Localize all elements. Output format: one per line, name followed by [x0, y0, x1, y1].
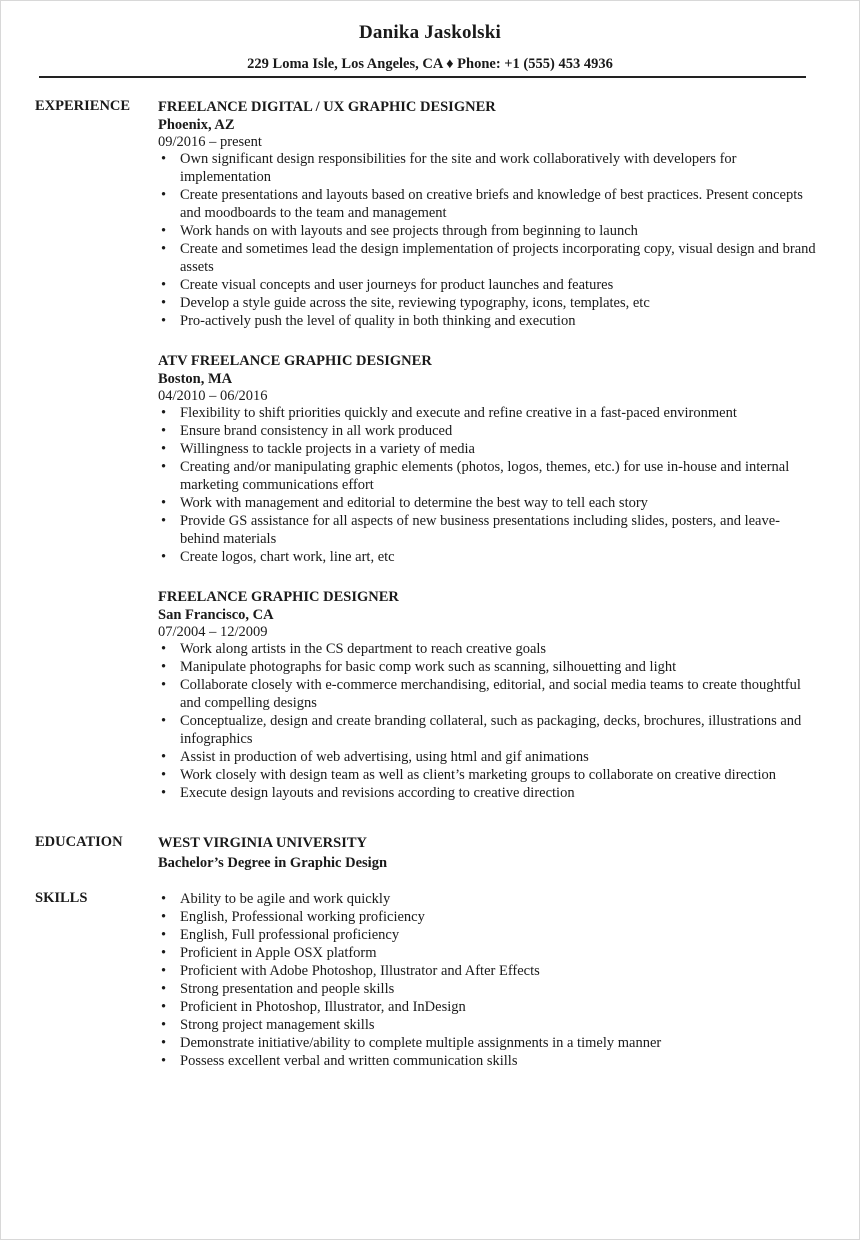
bullet-text: Create presentations and layouts based on creative briefs and knowledge of best practices. Present concepts and moodboards to the team and management	[180, 187, 803, 221]
list-item	[158, 658, 818, 676]
bullet-icon: •	[161, 1035, 167, 1051]
job-dates: 09/2016 – present	[158, 134, 262, 150]
list-item	[158, 186, 818, 222]
bullet-icon: •	[161, 151, 167, 167]
bullet-text: Develop a style guide across the site, reviewing typography, icons, templates, etc	[180, 295, 650, 311]
section-label-education: EDUCATION	[35, 834, 123, 850]
bullet-icon: •	[161, 549, 167, 565]
bullet-icon: •	[161, 495, 167, 511]
bullet-icon: •	[161, 313, 167, 329]
experience-list	[158, 98, 818, 824]
school-name: WEST VIRGINIA UNIVERSITY	[158, 835, 367, 851]
bullet-text: Willingness to tackle projects in a variety of media	[180, 441, 475, 457]
list-item	[158, 440, 818, 458]
skills-bullets	[158, 890, 818, 1070]
skill-text: Strong presentation and people skills	[180, 981, 395, 997]
bullet-icon: •	[161, 405, 167, 421]
bullet-icon: •	[161, 241, 167, 257]
list-item	[158, 404, 818, 422]
list-item	[158, 1034, 818, 1052]
list-item	[158, 784, 818, 802]
bullet-icon: •	[161, 945, 167, 961]
list-item	[158, 458, 818, 494]
bullet-icon: •	[161, 891, 167, 907]
header-divider	[39, 76, 806, 78]
job-dates: 07/2004 – 12/2009	[158, 624, 268, 640]
skill-text: Proficient in Apple OSX platform	[180, 945, 377, 961]
job-duties	[158, 640, 818, 802]
list-item	[158, 926, 818, 944]
job-title: ATV FREELANCE GRAPHIC DESIGNER	[158, 353, 432, 369]
list-item	[158, 548, 818, 566]
bullet-text: Creating and/or manipulating graphic elements (photos, logos, themes, etc.) for use in-house and internal marketing communications effort	[180, 459, 790, 493]
bullet-icon: •	[161, 641, 167, 657]
bullet-text: Ensure brand consistency in all work produced	[180, 423, 453, 439]
bullet-icon: •	[161, 277, 167, 293]
bullet-icon: •	[161, 749, 167, 765]
education-entry	[158, 834, 818, 874]
bullet-icon: •	[161, 1053, 167, 1069]
bullet-text: Collaborate closely with e-commerce merchandising, editorial, and social media teams to create thoughtful and compelling designs	[180, 677, 801, 711]
job-duties	[158, 150, 818, 330]
bullet-text: Assist in production of web advertising, using html and gif animations	[180, 749, 589, 765]
list-item	[158, 294, 818, 312]
bullet-icon: •	[161, 981, 167, 997]
skill-text: English, Full professional proficiency	[180, 927, 400, 943]
job-dates: 04/2010 – 06/2016	[158, 388, 268, 404]
section-label-skills: SKILLS	[35, 890, 88, 906]
bullet-text: Work with management and editorial to determine the best way to tell each story	[180, 495, 648, 511]
list-item	[158, 712, 818, 748]
skill-text: Ability to be agile and work quickly	[180, 891, 391, 907]
job-entry	[158, 588, 818, 802]
bullet-text: Work along artists in the CS department to reach creative goals	[180, 641, 547, 657]
bullet-text: Pro-actively push the level of quality in both thinking and execution	[180, 313, 576, 329]
section-label-experience: EXPERIENCE	[35, 98, 131, 114]
bullet-icon: •	[161, 909, 167, 925]
bullet-icon: •	[161, 295, 167, 311]
bullet-text: Flexibility to shift priorities quickly and execute and refine creative in a fast-paced environment	[180, 405, 737, 421]
contact-line: 229 Loma Isle, Los Angeles, CA ♦ Phone: +1 (555) 453 4936	[247, 56, 613, 72]
bullet-text: Own significant design responsibilities for the site and work collaboratively with developers for implementation	[180, 151, 737, 185]
skill-text: Proficient with Adobe Photoshop, Illustrator and After Effects	[180, 963, 540, 979]
skill-text: Possess excellent verbal and written communication skills	[180, 1053, 518, 1069]
list-item	[158, 240, 818, 276]
bullet-icon: •	[161, 713, 167, 729]
list-item	[158, 890, 818, 908]
list-item	[158, 276, 818, 294]
bullet-icon: •	[161, 963, 167, 979]
candidate-name: Danika Jaskolski	[358, 22, 502, 43]
bullet-text: Create visual concepts and user journeys for product launches and features	[180, 277, 614, 293]
list-item	[158, 1016, 818, 1034]
list-item	[158, 980, 818, 998]
bullet-text: Execute design layouts and revisions according to creative direction	[180, 785, 575, 801]
list-item	[158, 512, 818, 548]
list-item	[158, 640, 818, 658]
list-item	[158, 494, 818, 512]
bullet-text: Create logos, chart work, line art, etc	[180, 549, 395, 565]
bullet-icon: •	[161, 459, 167, 475]
list-item	[158, 766, 818, 784]
bullet-icon: •	[161, 677, 167, 693]
list-item	[158, 150, 818, 186]
bullet-icon: •	[161, 223, 167, 239]
list-item	[158, 1052, 818, 1070]
bullet-text: Work closely with design team as well as client’s marketing groups to collaborate on creative direction	[180, 767, 776, 783]
resume-header	[0, 22, 860, 73]
bullet-icon: •	[161, 441, 167, 457]
list-item	[158, 944, 818, 962]
job-duties	[158, 404, 818, 566]
bullet-icon: •	[161, 513, 167, 529]
bullet-icon: •	[161, 423, 167, 439]
list-item	[158, 748, 818, 766]
bullet-icon: •	[161, 785, 167, 801]
skill-text: Strong project management skills	[180, 1017, 375, 1033]
bullet-text: Work hands on with layouts and see projects through from beginning to launch	[180, 223, 638, 239]
job-title: FREELANCE GRAPHIC DESIGNER	[158, 589, 399, 605]
bullet-text: Provide GS assistance for all aspects of new business presentations including slides, posters, and leave-behind materials	[180, 513, 781, 547]
bullet-icon: •	[161, 187, 167, 203]
list-item	[158, 908, 818, 926]
job-location: Phoenix, AZ	[158, 117, 235, 133]
bullet-text: Conceptualize, design and create branding collateral, such as packaging, decks, brochures, illustrations and infographics	[180, 713, 802, 747]
skills-list	[158, 890, 818, 1070]
bullet-icon: •	[161, 767, 167, 783]
skill-text: Proficient in Photoshop, Illustrator, and InDesign	[180, 999, 466, 1015]
list-item	[158, 962, 818, 980]
bullet-icon: •	[161, 927, 167, 943]
job-entry	[158, 98, 818, 330]
bullet-icon: •	[161, 659, 167, 675]
bullet-text: Create and sometimes lead the design implementation of projects incorporating copy, visual design and brand assets	[180, 241, 816, 275]
degree-name: Bachelor’s Degree in Graphic Design	[158, 855, 388, 871]
bullet-icon: •	[161, 1017, 167, 1033]
skill-text: Demonstrate initiative/ability to complete multiple assignments in a timely manner	[180, 1035, 662, 1051]
job-title: FREELANCE DIGITAL / UX GRAPHIC DESIGNER	[158, 99, 496, 115]
skill-text: English, Professional working proficiency	[180, 909, 425, 925]
list-item	[158, 422, 818, 440]
job-location: San Francisco, CA	[158, 607, 274, 623]
list-item	[158, 222, 818, 240]
list-item	[158, 998, 818, 1016]
job-entry	[158, 352, 818, 566]
bullet-text: Manipulate photographs for basic comp work such as scanning, silhouetting and light	[180, 659, 677, 675]
bullet-icon: •	[161, 999, 167, 1015]
job-location: Boston, MA	[158, 371, 233, 387]
list-item	[158, 676, 818, 712]
list-item	[158, 312, 818, 330]
